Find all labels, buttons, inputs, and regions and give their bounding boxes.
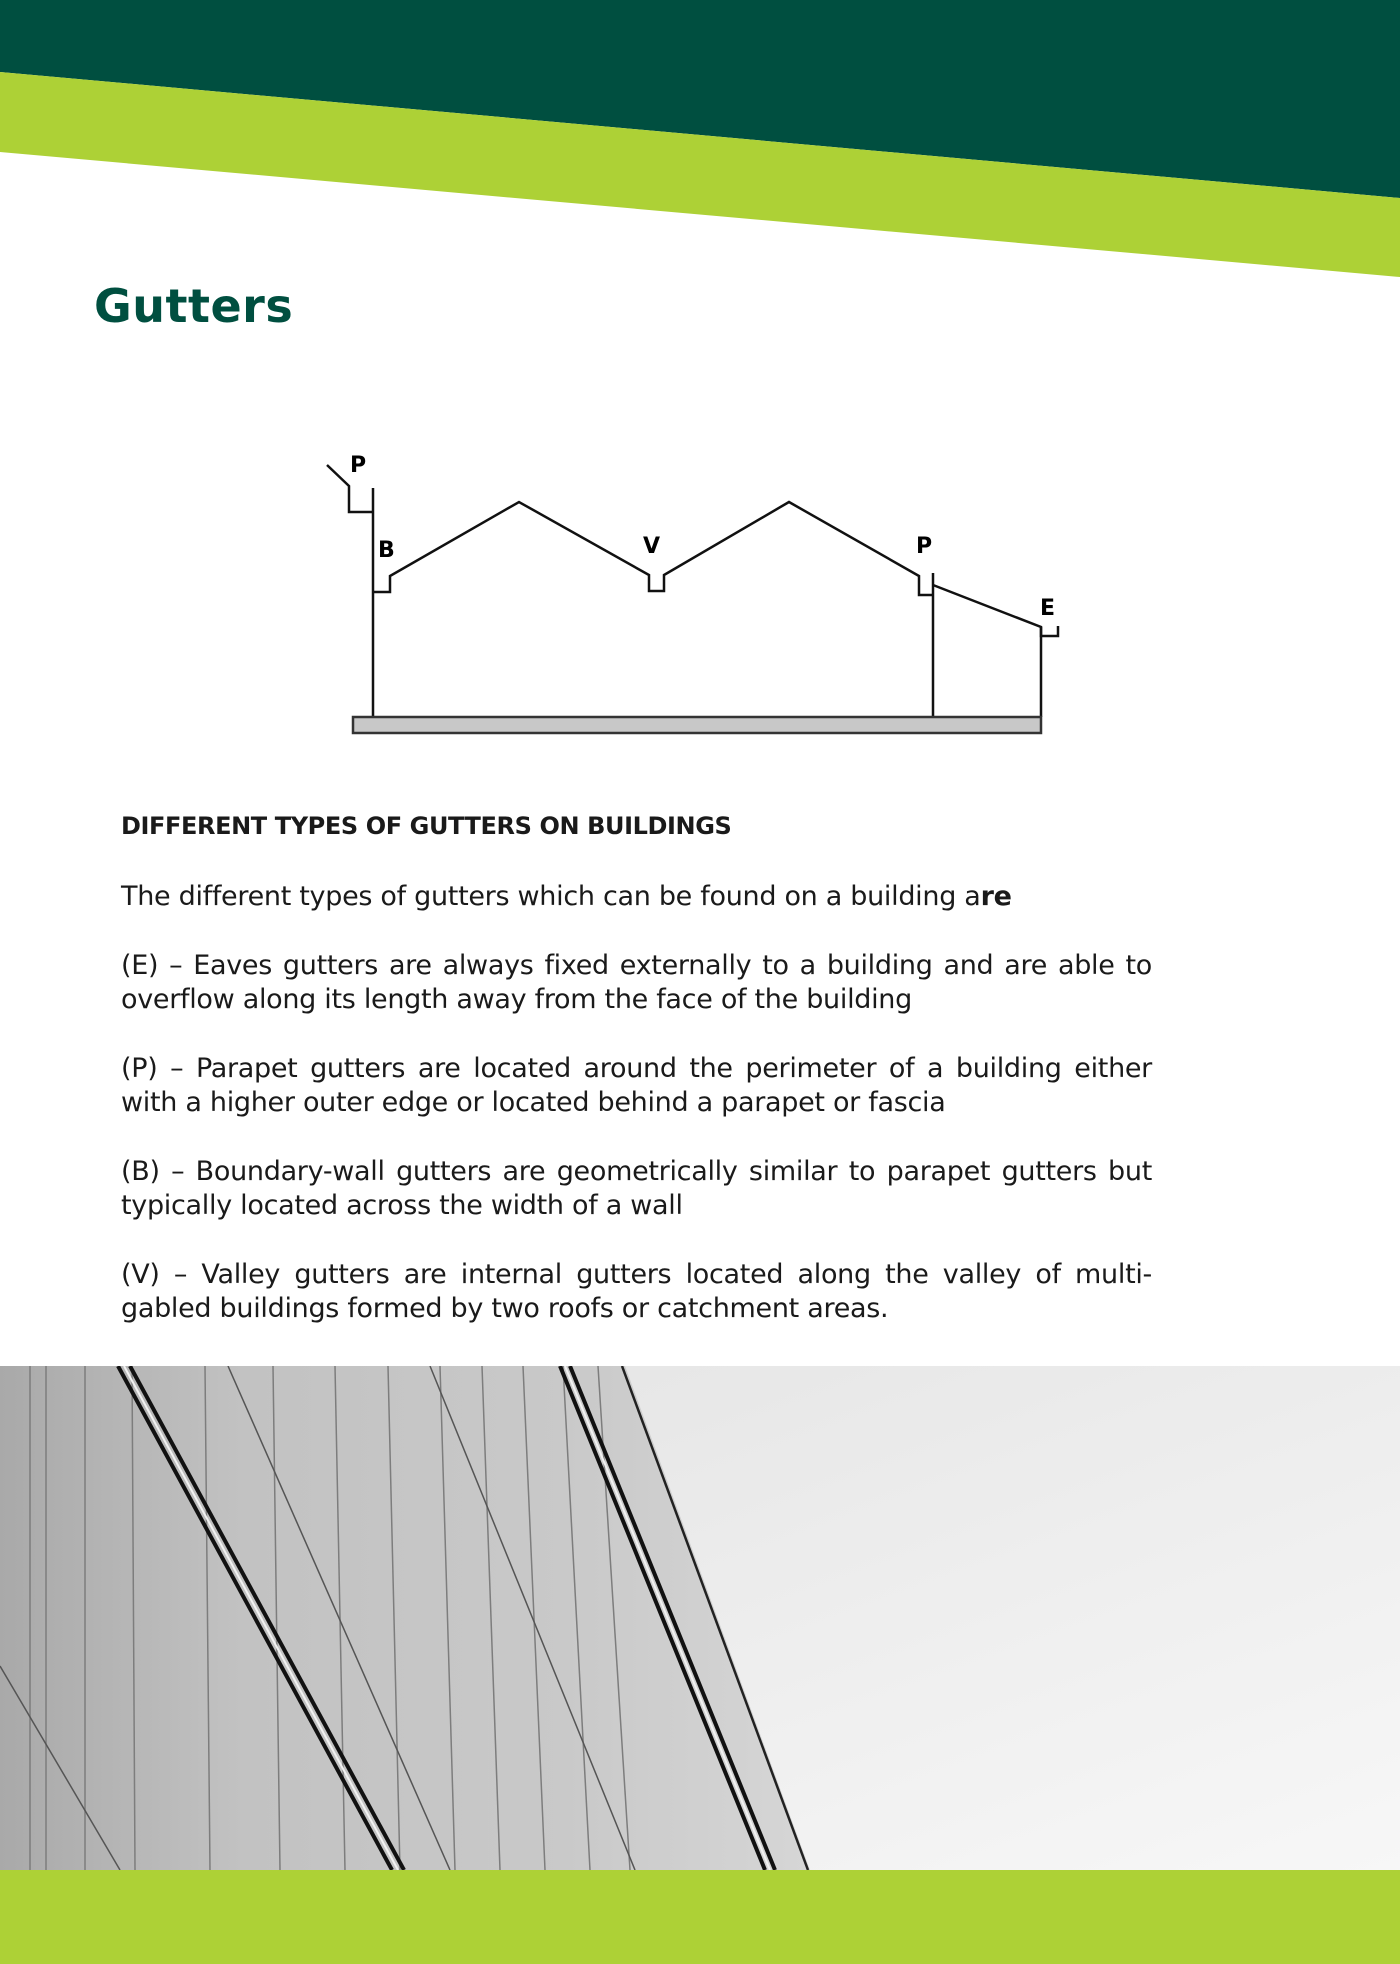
intro-text: The different types of gutters which can be found on a building a: [121, 881, 981, 912]
section-heading: DIFFERENT TYPES OF GUTTERS ON BUILDINGS: [121, 812, 732, 840]
header-banner: [0, 0, 1400, 290]
label-eaves: E: [1040, 596, 1056, 621]
ground-slab: [353, 717, 1041, 733]
intro-paragraph: [121, 880, 1152, 914]
intro-text-bold: re: [980, 881, 1012, 912]
label-parapet-right: P: [916, 534, 933, 559]
valley-gutter-paragraph: (V) – Valley gutters are internal gutters located along the valley of multi-gabled buildings formed by two roofs or catchment areas.: [121, 1259, 1152, 1324]
label-boundary: B: [378, 538, 395, 563]
gutter-types-section: [121, 808, 1152, 1361]
parapet-gutter-paragraph: (P) – Parapet gutters are located around the perimeter of a building either with a higher outer edge or located behind a parapet or fascia: [121, 1053, 1152, 1118]
label-parapet-left: P: [350, 453, 367, 478]
footer-bar: [0, 1870, 1400, 1964]
boundary-gutter-paragraph: (B) – Boundary-wall gutters are geometrically similar to parapet gutters but typically located across the width of a wall: [121, 1156, 1152, 1221]
label-valley: V: [643, 534, 661, 559]
gutter-types-diagram: [0, 440, 1400, 750]
eaves-gutter-paragraph: (E) – Eaves gutters are always fixed externally to a building and are able to overflow along its length away from the face of the building: [121, 950, 1152, 1015]
page-title: Gutters: [94, 279, 294, 333]
building-facade-photo: [0, 1366, 1400, 1870]
